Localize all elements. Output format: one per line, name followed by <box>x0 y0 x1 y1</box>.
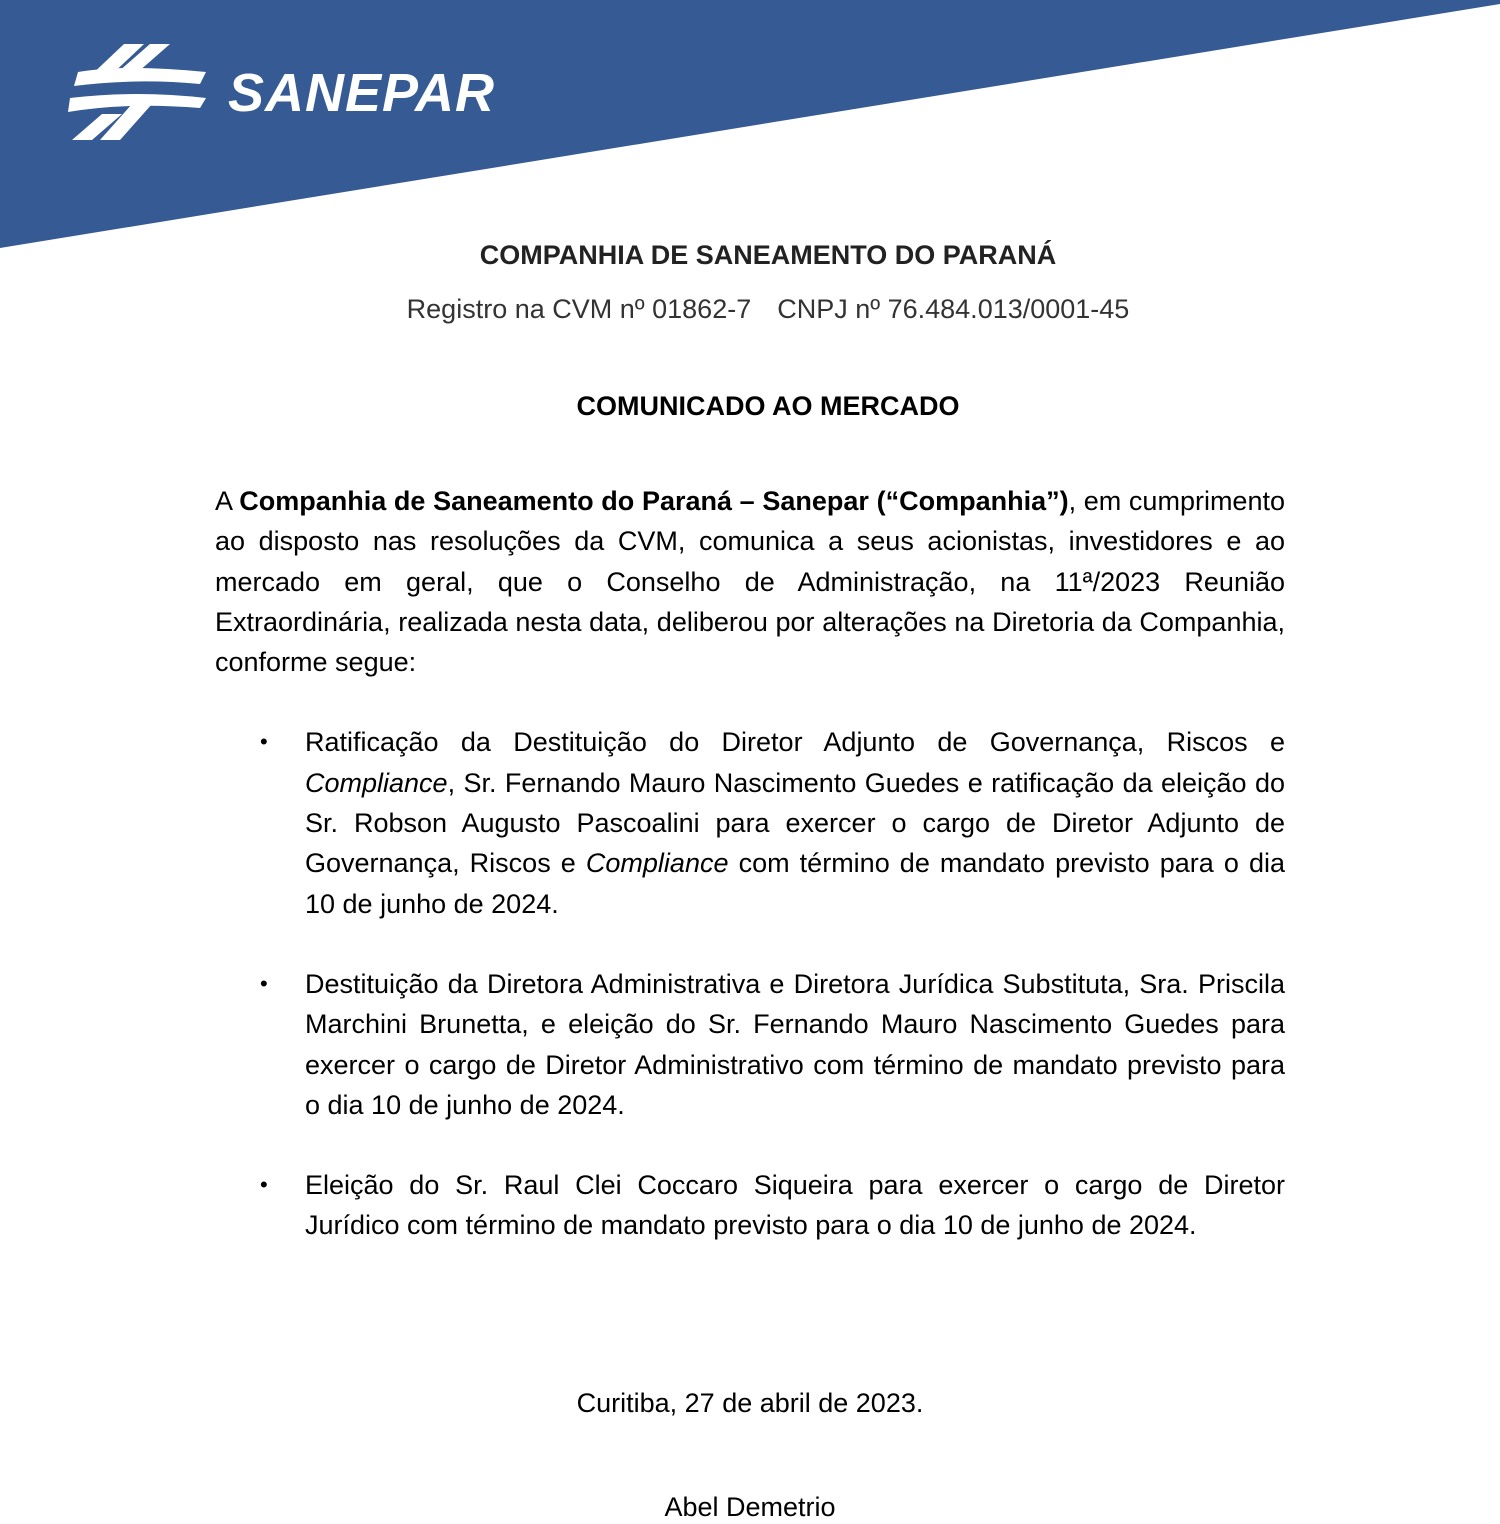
list-item <box>260 964 1285 1125</box>
logo-text: SANEPAR <box>228 63 496 123</box>
item-text: , Sr. Fernando Mauro Nascimento Guedes e ratificação da eleição do Sr. Robson Augusto Pascoalini para exercer o cargo de Diretor Adjunto de Governança, Riscos e <box>305 767 1285 879</box>
intro-company-name: Companhia de Saneamento do Paraná – Sanepar (“Companhia”) <box>239 486 1069 516</box>
bullet-icon: • <box>260 970 268 996</box>
item-italic: Compliance <box>585 848 729 879</box>
intro-text: , em cumprimento ao disposto nas resoluções da CVM, comunica a seus acionistas, investidores e ao mercado em geral, que o Conselho de Administração, na 11ª/2023 Reunião Extraordinária, realizada nesta data, deliberou por alterações na Diretoria da Companhia, conforme segue: <box>215 486 1285 678</box>
intro-prefix: A <box>215 486 240 516</box>
item-text: Eleição do Sr. Raul Clei Coccaro Siqueira para exercer o cargo de Diretor Jurídico com término de mandato previsto para o dia 10 de junho de 2024. <box>305 1170 1285 1241</box>
intro-paragraph <box>215 481 1285 682</box>
cnpj: CNPJ nº 76.484.013/0001-45 <box>777 294 1130 324</box>
bullet-icon: • <box>260 729 268 755</box>
company-name: COMPANHIA DE SANEAMENTO DO PARANÁ <box>479 240 1057 270</box>
list-item <box>260 722 1286 923</box>
signatory-name: Abel Demetrio <box>664 1491 836 1522</box>
cvm-registry: Registro na CVM nº 01862-7 <box>406 294 752 324</box>
list-item <box>260 1165 1285 1246</box>
document-title: COMUNICADO AO MERCADO <box>576 391 960 421</box>
item-italic: Compliance <box>305 767 448 798</box>
registry-line <box>251 292 1285 326</box>
document-body <box>215 238 1285 1524</box>
item-text: Destituição da Diretora Administrativa e Diretora Jurídica Substituta, Sra. Priscila Marchini Brunetta, e eleição do Sr. Fernando Mauro Nascimento Guedes para exercer o cargo de Diretor Administrativo com término de mandato previsto para o dia 10 de junho de 2024. <box>305 968 1285 1120</box>
date-line: Curitiba, 27 de abril de 2023. <box>576 1387 924 1418</box>
item-text: com término de mandato previsto para o dia 10 de junho de 2024. <box>305 848 1286 919</box>
header-banner <box>0 0 1500 260</box>
item-text: Ratificação da Destituição do Diretor Adjunto de Governança, Riscos e <box>305 727 1285 758</box>
sanepar-logo-icon <box>66 42 216 142</box>
bullet-icon: • <box>260 1172 268 1198</box>
